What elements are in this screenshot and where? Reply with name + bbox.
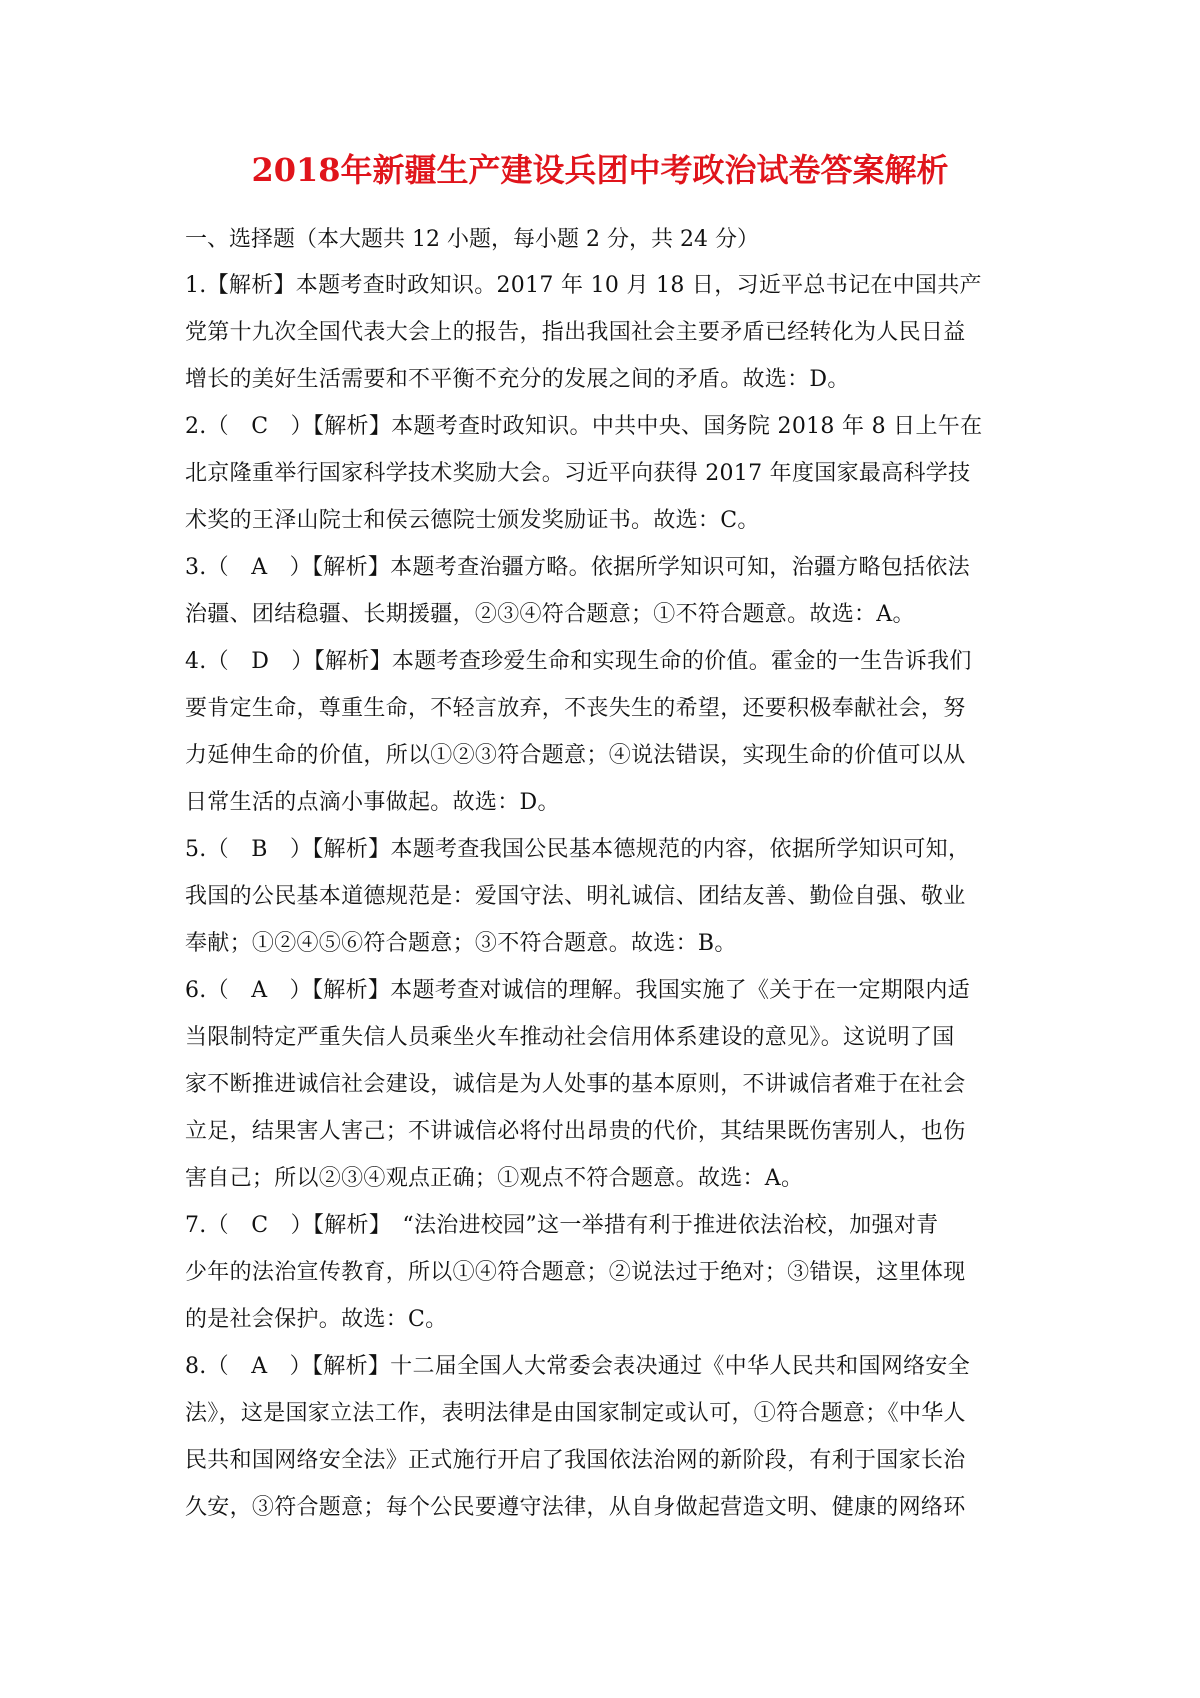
question-4-line-2: 要肯定生命，尊重生命，不轻言放弃，不丧失生的希望，还要积极奉献社会，努: [185, 696, 966, 721]
question-4-line-3: 力延伸生命的价值，所以①②③符合题意；④说法错误，实现生命的价值可以从: [185, 743, 966, 768]
question-3: [185, 544, 1030, 638]
question-8: [185, 1343, 1030, 1531]
question-5-line-3: 奉献；①②④⑤⑥符合题意；③不符合题意。故选：B。: [185, 931, 737, 956]
question-6-line-1: 6.（ A ）【解析】本题考查对诚信的理解。我国实施了《关于在一定期限内适: [185, 978, 970, 1003]
question-7-line-2: 少年的法治宣传教育，所以①④符合题意；②说法过于绝对；③错误，这里体现: [185, 1260, 966, 1285]
question-8-line-1: 8.（ A ）【解析】十二届全国人大常委会表决通过《中华人民共和国网络安全: [185, 1354, 970, 1379]
question-7-line-1: 7.（ C ）【解析】 “法治进校园”这一举措有利于推进依法治校，加强对青: [185, 1213, 939, 1238]
document-title: 2018年新疆生产建设兵团中考政治试卷答案解析: [251, 151, 949, 189]
question-4-line-1: 4.（ D ）【解析】本题考查珍爱生命和实现生命的价值。霍金的一生告诉我们: [185, 649, 972, 674]
question-4: [185, 638, 1030, 826]
question-2-line-1: 2.（ C ）【解析】本题考查时政知识。中共中央、国务院 2018 年 8 日上午在: [185, 414, 983, 439]
question-8-line-4: 久安，③符合题意；每个公民要遵守法律，从自身做起营造文明、健康的网络环: [185, 1495, 966, 1520]
question-4-line-4: 日常生活的点滴小事做起。故选：D。: [185, 790, 560, 815]
question-1-line-1: 1.【解析】本题考查时政知识。2017 年 10 月 18 日，习近平总书记在中国共产: [185, 273, 982, 298]
answer-content: [185, 218, 1030, 1531]
question-7-line-3: 的是社会保护。故选：C。: [185, 1307, 448, 1332]
question-3-line-2: 治疆、团结稳疆、长期援疆，②③④符合题意；①不符合题意。故选：A。: [185, 602, 915, 627]
question-6: [185, 967, 1030, 1202]
question-6-line-2: 当限制特定严重失信人员乘坐火车推动社会信用体系建设的意见》。这说明了国: [185, 1025, 955, 1050]
question-6-line-4: 立足，结果害人害己；不讲诚信必将付出昂贵的代价，其结果既伤害别人，也伤: [185, 1119, 966, 1144]
question-1-line-2: 党第十九次全国代表大会上的报告，指出我国社会主要矛盾已经转化为人民日益: [185, 320, 966, 345]
question-5: [185, 826, 1030, 967]
question-2: [185, 403, 1030, 544]
question-6-line-3: 家不断推进诚信社会建设，诚信是为人处事的基本原则，不讲诚信者难于在社会: [185, 1072, 966, 1097]
question-1: [185, 262, 1030, 403]
question-1-line-3: 增长的美好生活需要和不平衡不充分的发展之间的矛盾。故选：D。: [185, 367, 850, 392]
question-8-line-3: 民共和国网络安全法》正式施行开启了我国依法治网的新阶段，有利于国家长治: [185, 1448, 966, 1473]
question-6-line-5: 害自己；所以②③④观点正确；①观点不符合题意。故选：A。: [185, 1166, 804, 1191]
question-8-line-2: 法》，这是国家立法工作，表明法律是由国家制定或认可，①符合题意；《中华人: [185, 1401, 966, 1426]
question-2-line-2: 北京隆重举行国家科学技术奖励大会。习近平向获得 2017 年度国家最高科学技: [185, 461, 971, 486]
question-7: [185, 1202, 1030, 1343]
question-2-line-3: 术奖的王泽山院士和侯云德院士颁发奖励证书。故选：C。: [185, 508, 760, 533]
question-5-line-2: 我国的公民基本道德规范是：爱国守法、明礼诚信、团结友善、勤俭自强、敬业: [185, 884, 966, 909]
question-5-line-1: 5.（ B ）【解析】本题考查我国公民基本德规范的内容，依据所学知识可知，: [185, 837, 971, 862]
section-heading: 一、选择题（本大题共 12 小题，每小题 2 分，共 24 分）: [185, 227, 759, 252]
question-3-line-1: 3.（ A ）【解析】本题考查治疆方略。依据所学知识可知，治疆方略包括依法: [185, 555, 970, 580]
